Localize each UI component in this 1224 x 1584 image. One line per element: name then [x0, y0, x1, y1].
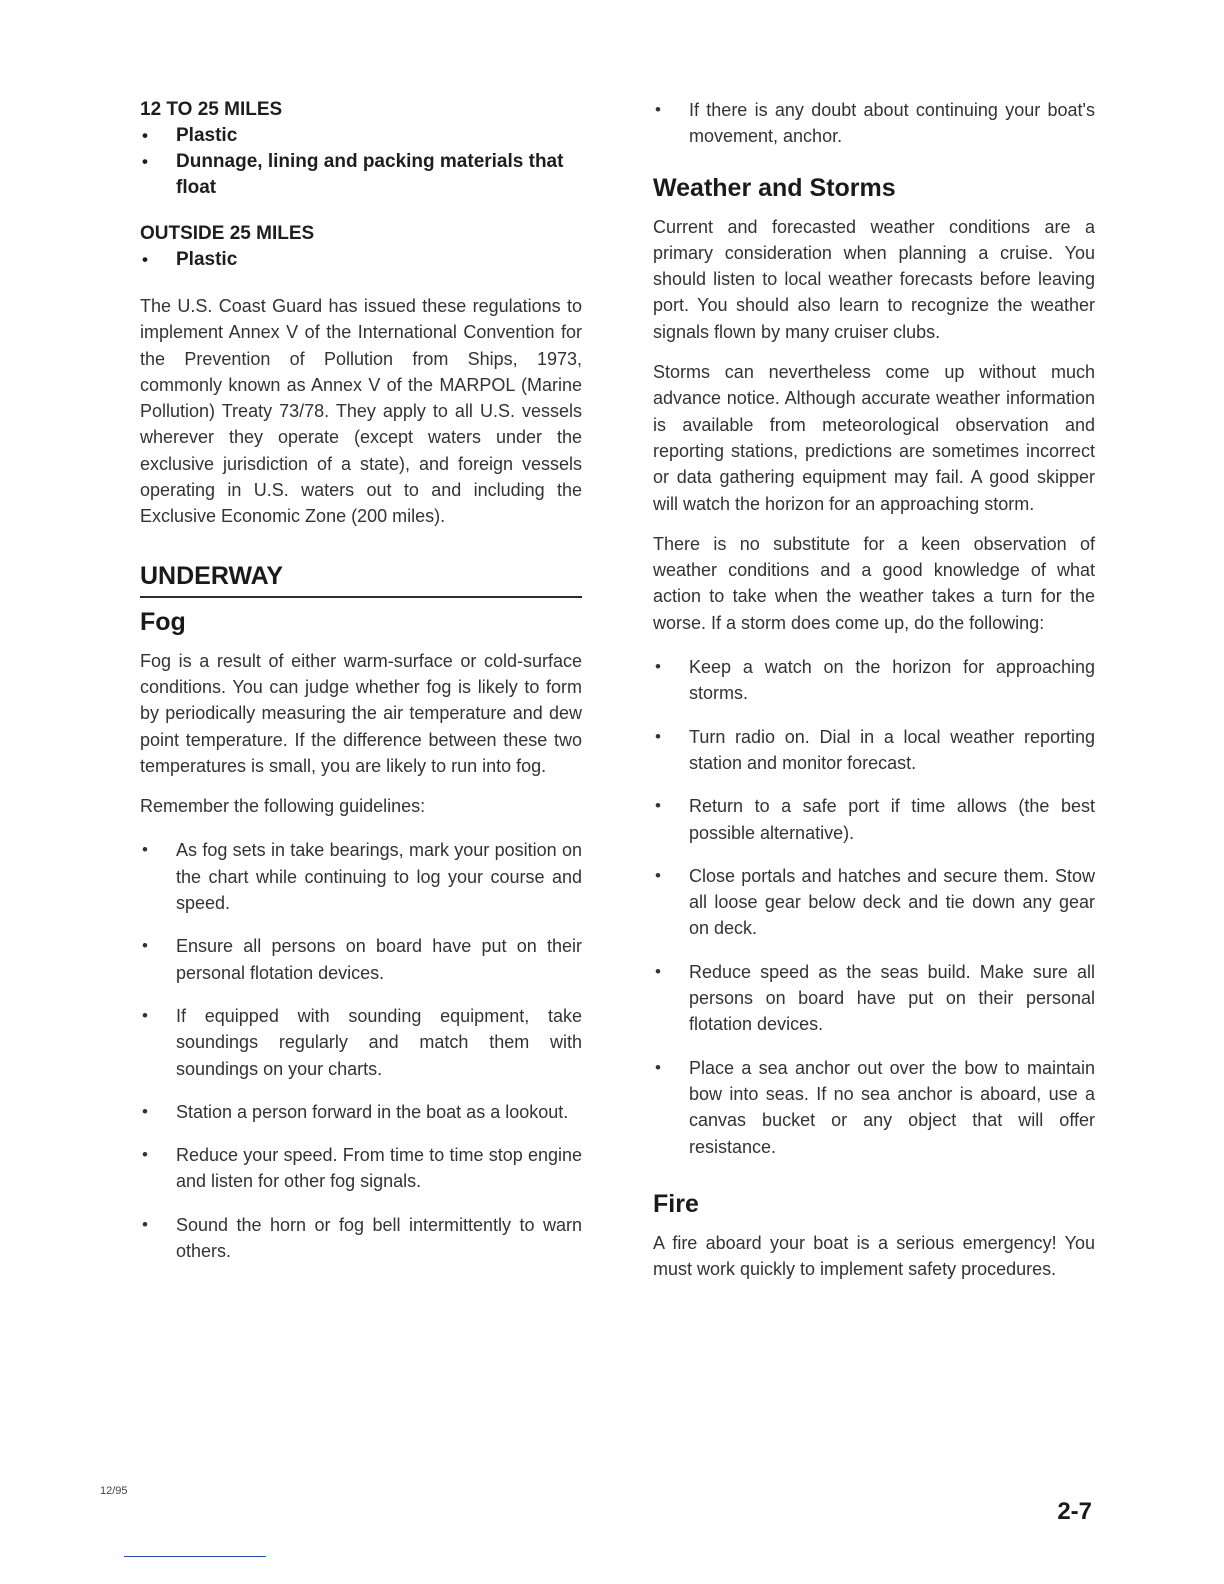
- fire-paragraph: A fire aboard your boat is a serious emergency! You must work quickly to implement safety procedures.: [653, 1232, 1095, 1280]
- page-number: 2-7: [1057, 1498, 1092, 1525]
- list-item: • Return to a safe port if time allows (the best possible alternative).: [653, 793, 1095, 846]
- fire-title: Fire: [653, 1189, 699, 1218]
- bottom-rule: [124, 1556, 266, 1557]
- fog-intro-paragraph: Fog is a result of either warm-surface or cold-surface conditions. You can judge whether fog is likely to form by periodically measuring the air temperature and dew point temperature. If the difference between these two temperatures is small, you are likely to run into fog.: [140, 650, 582, 776]
- section-title-underway: UNDERWAY: [140, 560, 582, 598]
- carryover-list: [653, 97, 1095, 150]
- list-item: • Place a sea anchor out over the bow to maintain bow into seas. If no sea anchor is aboard, use a canvas bucket or any object that will offer resistance.: [653, 1055, 1095, 1160]
- storm-actions-list: [653, 654, 1095, 1160]
- zone-outside-25-heading: OUTSIDE 25 MILES: [140, 223, 315, 244]
- zone-outside-25-list: [140, 247, 582, 273]
- list-item: • Sound the horn or fog bell intermittently to warn others.: [140, 1212, 582, 1265]
- list-item: • Plastic: [140, 247, 582, 273]
- fog-guidelines-list: [140, 837, 582, 1264]
- list-item: • Ensure all persons on board have put on their personal flotation devices.: [140, 933, 582, 986]
- weather-title: Weather and Storms: [653, 173, 896, 202]
- weather-paragraph: Current and forecasted weather conditions are a primary consideration when planning a cruise. You should listen to local weather forecasts before leaving port. You should also learn to recognize the weather signals flown by many cruiser clubs.: [653, 216, 1095, 342]
- zone-12-25-list: [140, 123, 582, 201]
- fog-title: Fog: [140, 607, 186, 636]
- list-item: • Station a person forward in the boat as a lookout.: [140, 1099, 582, 1125]
- guidelines-lead: Remember the following guidelines:: [140, 796, 426, 817]
- list-item: • If there is any doubt about continuing your boat's movement, anchor.: [653, 97, 1095, 150]
- coast-guard-paragraph: The U.S. Coast Guard has issued these regulations to implement Annex V of the International Convention for the Prevention of Pollution from Ships, 1973, commonly known as Annex V of the MARPOL (Marine Pollution) Treaty 73/78. They apply to all U.S. vessels wherever they operate (except waters under the exclusive jurisdiction of a state), and foreign vessels operating in U.S. waters out to and including the Exclusive Economic Zone (200 miles).: [140, 296, 582, 527]
- zone-12-25-heading: 12 TO 25 MILES: [140, 99, 283, 120]
- list-item: • As fog sets in take bearings, mark your position on the chart while continuing to log your course and speed.: [140, 837, 582, 916]
- list-item: • Reduce your speed. From time to time stop engine and listen for other fog signals.: [140, 1142, 582, 1195]
- right-column: [653, 97, 1095, 1282]
- list-item: • Reduce speed as the seas build. Make sure all persons on board have put on their personal flotation devices.: [653, 959, 1095, 1038]
- left-column: [140, 97, 582, 1264]
- list-item: • If equipped with sounding equipment, take soundings regularly and match them with soundings on your charts.: [140, 1003, 582, 1082]
- weather-paragraph: There is no substitute for a keen observation of weather conditions and a good knowledge of what action to take when the weather takes a turn for the worse. If a storm does come up, do the following:: [653, 533, 1095, 633]
- list-item: • Dunnage, lining and packing materials that float: [140, 149, 582, 201]
- list-item: • Close portals and hatches and secure them. Stow all loose gear below deck and tie down any gear on deck.: [653, 863, 1095, 942]
- footer-date: 12/95: [100, 1485, 128, 1497]
- list-item: • Turn radio on. Dial in a local weather reporting station and monitor forecast.: [653, 724, 1095, 777]
- weather-paragraph: Storms can nevertheless come up without much advance notice. Although accurate weather information is available from meteorological observation and reporting stations, predictions are sometimes incorrect or data gathering equipment may fail. A good skipper will watch the horizon for an approaching storm.: [653, 362, 1095, 514]
- list-item: • Keep a watch on the horizon for approaching storms.: [653, 654, 1095, 707]
- list-item: • Plastic: [140, 123, 582, 149]
